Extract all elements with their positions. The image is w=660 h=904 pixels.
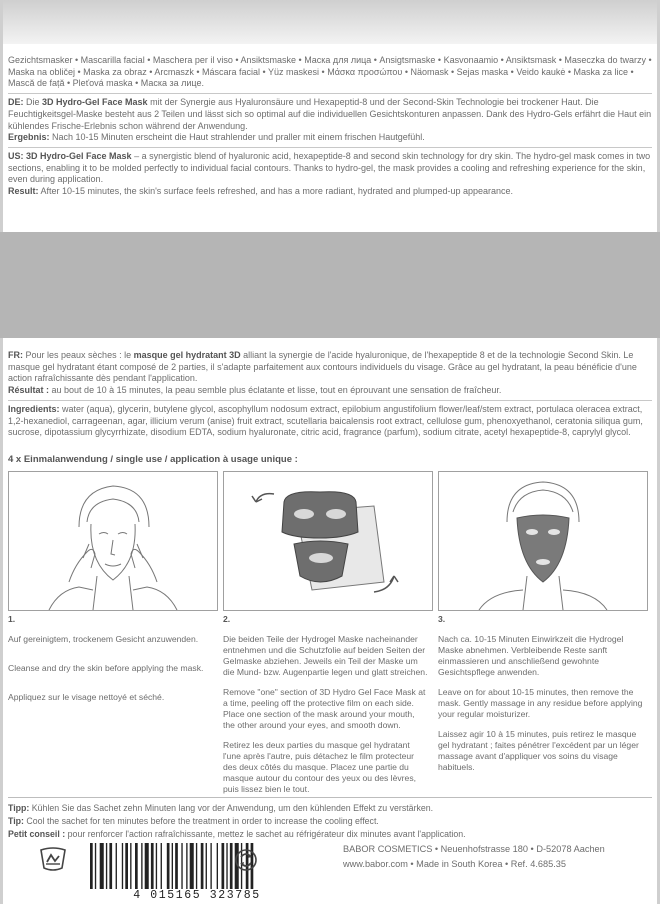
recycling-logo [38, 846, 68, 877]
woman-face-icon [9, 472, 217, 610]
tip-en [8, 815, 652, 828]
tip-label: Tipp: [8, 803, 30, 813]
de-result-label: Ergebnis: [8, 132, 50, 143]
tip-text: Cool the sachet for ten minutes before the treatment in order to increase the cooling effect. [26, 816, 379, 826]
step-fr: Appliquez sur le visage nettoyé et séché. [8, 692, 165, 702]
tip-de [8, 802, 652, 815]
step-2-text [223, 614, 428, 804]
fr-label: FR: [8, 350, 23, 360]
ingredients-text: water (aqua), glycerin, butylene glycol, ascophyllum nodosum extract, epilobium angustifolium flower/leaf/stem extract, portulaca oleracea extract, 1,2-hexanediol, carrageenan, agar, illicium verum (anise) fruit extract, scutellaria baicalensis root extract, cellulose gum, phenoxyethanol, ceratonia siliqua gum, sucrose, dipotassium glycyrrhizate, disodium EDTA, sodium hyaluronate, citric acid, fragrance (parfum), sodium citrate, acetyl hexapeptide-8, caprylyl glycol. [8, 403, 643, 438]
de-result [8, 132, 652, 144]
ingredients [8, 404, 652, 439]
us-text: – a synergistic blend of hyaluronic acid, hexapeptide-8 and second skin technology for dry skin. The hydro-gel mask comes in two sections, enabling it to be molded perfectly to individual facial contours. Thanks to hydro-gel, the mask provides a cooling and refreshing experience for the skin, even during application. [8, 150, 651, 185]
company-info [343, 842, 605, 872]
tip-text: pour renforcer l'action rafraîchissante, mettez le sachet au réfrigérateur dix minutes avant l'application. [67, 829, 466, 839]
step-de: Die beiden Teile der Hydrogel Maske nacheinander entnehmen und die Schutzfolie auf beiden Seiten der Gelmaske abziehen. Jeweils ein Teil der Maske um die Mund- bzw. Augenpartie legen und glatt streichen. [223, 634, 428, 677]
us-label: US: [8, 150, 24, 161]
languages-line: Gezichtsmasker • Mascarilla facial • Maschera per il viso • Ansiktsmaske • Маска для лица • Ansigtsmaske • Kasvonaamio • Ansiktsmask • Maseczka do twarzy • Maska na obličej • Maska za obraz • Arcmaszk • Máscara facial • Yüz maskesi • Μάσκα προσώπου • Näomask • Sejas maska • Veido kaukė • Maska za lice • Mască de față • Pleťová maska • Маска за лице. [8, 55, 652, 89]
fr-text: alliant la synergie de l'acide hyaluronique, de l'hexapeptide 8 et de la technologie Second Skin. Le masque gel hydratant étant composé de 2 parties, il s'adapte parfaitement aux contours individuels du visage. Grâce au gel hydratant, la peau bénéficie d'une action rafraîchissante dès pendant l'application. [8, 350, 637, 384]
fr-result-text: au bout de 10 à 15 minutes, la peau semble plus éclatante et lisse, tout en éprouvant une sensation de fraîcheur. [51, 385, 502, 396]
fr-text-section [8, 350, 652, 439]
fr-result-label: Résultat : [8, 385, 50, 396]
step-fr: Laissez agir 10 à 15 minutes, puis retirez le masque gel hydratant ; faites pénétrer l'excédent par un léger massage avant d'appliquer vos soins du visage habituels. [438, 729, 639, 772]
company-address: BABOR COSMETICS • Neuenhofstrasse 180 • D-52078 Aachen [343, 844, 605, 854]
de-description: DE: Die 3D Hydro-Gel Face Mask mit der Synergie aus Hyaluronsäure und Hexapeptid-8 und der Second-Skin Technologie bei trockener Haut. Die Feuchtigkeitsgel-Maske besteht aus 2 Teilen und lässt sich so optimal auf die individuellen Gesichtskonturen anpassen. Dank des Hydro-Gels erfährt die Haut ein kühlendes Frische-Erlebnis schon während der Anwendung. [8, 97, 652, 131]
us-result-label: Result: [8, 186, 39, 197]
us-description [8, 151, 652, 186]
tips-divider [8, 797, 652, 798]
step-1-text [8, 614, 213, 712]
top-text-section [8, 55, 652, 198]
ingredients-label: Ingredients: [8, 403, 60, 414]
de-result-text: Nach 10-15 Minuten erscheint die Haut strahlender und praller mit einem frischen Hautgefühl. [52, 132, 425, 143]
tip-label: Petit conseil : [8, 829, 66, 839]
tip-fr [8, 828, 652, 841]
masked-face-icon [439, 472, 647, 610]
tip-text: Kühlen Sie das Sachet zehn Minuten lang vor der Anwendung, um den kühlenden Effekt zu verstärken. [31, 803, 434, 813]
de-product-name: 3D Hydro-Gel Face Mask [42, 97, 148, 108]
tip-label: Tip: [8, 816, 24, 826]
step-number: 2. [223, 614, 231, 624]
step-3-text [438, 614, 643, 782]
de-label: DE: [8, 97, 24, 108]
green-dot-logo [234, 848, 258, 877]
step-fr: Retirez les deux parties du masque gel hydratant l'une après l'autre, puis détachez le film protecteur des deux côtés du masque. Placez une partie du masque autour du contour des yeux ou des lèvres, puis lissez bien le tout. [223, 740, 416, 794]
step-2-illustration [223, 471, 433, 611]
barcode-digits: 4 015165 323785 [84, 889, 310, 903]
de-text: mit der Synergie aus Hyaluronsäure und Hexapeptid-8 und der Second-Skin Technologie bei trockener Haut. Die Feuchtigkeitsgel-Maske besteht aus 2 Teilen und lässt sich so optimal auf die individuellen Gesichtskonturen anpassen. Dank des Hydro-Gels erfährt die Haut ein kühlendes Frische-Erlebnis schon während der Anwendung. [8, 97, 652, 131]
fr-result [8, 385, 652, 397]
step-1-illustration [8, 471, 218, 611]
step-de: Auf gereinigtem, trockenem Gesicht anzuwenden. [8, 634, 199, 644]
us-result-text: After 10-15 minutes, the skin's surface feels refreshed, and has a more radiant, hydrated and plumped-up appearance. [40, 186, 514, 197]
recycling-logo-icon [38, 846, 68, 872]
grey-band [0, 232, 660, 338]
fr-description [8, 350, 652, 385]
steps-title: 4 x Einmalanwendung / single use / application à usage unique : [8, 454, 298, 465]
mask-sheet-icon [224, 472, 432, 610]
company-web: www.babor.com • Made in South Korea • Ref. 4.685.35 [343, 859, 566, 869]
step-en: Leave on for about 10-15 minutes, then remove the mask. Gently massage in any residue before applying your regular moisturizer. [438, 687, 643, 719]
step-number: 1. [8, 614, 16, 624]
step-3-illustration [438, 471, 648, 611]
fr-product-name: masque gel hydratant 3D [133, 350, 241, 360]
frame-left-edge [0, 0, 3, 904]
fr-intro: Pour les peaux sèches : le [25, 350, 132, 360]
step-de: Nach ca. 10-15 Minuten Einwirkzeit die Hydrogel Maske abnehmen. Verbleibende Reste sanft einmassieren und anschließend gewohnte Gesichtspflege anwenden. [438, 634, 624, 677]
step-number: 3. [438, 614, 446, 624]
step-en: Cleanse and dry the skin before applying the mask. [8, 663, 204, 673]
tips-section [8, 802, 652, 841]
us-result [8, 186, 652, 198]
us-product-name: 3D Hydro-Gel Face Mask [26, 150, 132, 161]
step-en: Remove "one" section of 3D Hydro Gel Face Mask at a time, peeling off the protective film on each side. Place one section of the mask around your mouth, the other around your eyes, and smooth down. [223, 687, 426, 730]
green-dot-icon [234, 848, 258, 872]
top-border-shade [0, 0, 660, 44]
